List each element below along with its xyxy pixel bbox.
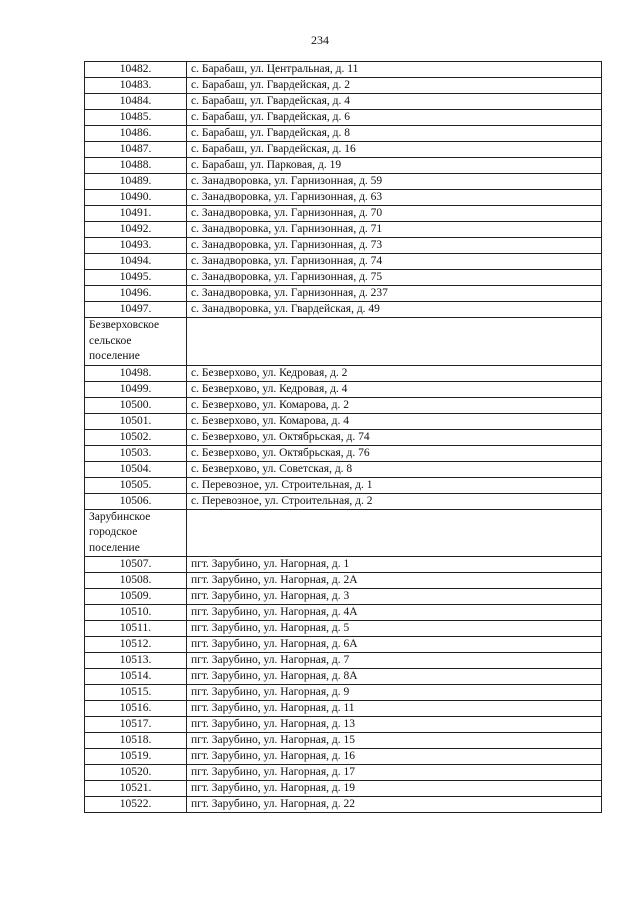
row-number: 10512. (85, 637, 187, 653)
row-number: 10488. (85, 158, 187, 174)
table-row (85, 493, 602, 509)
row-address: с. Занадворовка, ул. Гарнизонная, д. 63 (187, 190, 602, 206)
row-number: 10487. (85, 142, 187, 158)
row-number: 10501. (85, 413, 187, 429)
table-row (85, 605, 602, 621)
row-number: 10508. (85, 573, 187, 589)
table-row (85, 238, 602, 254)
table-row (85, 158, 602, 174)
row-address: с. Безверхово, ул. Октябрьская, д. 76 (187, 445, 602, 461)
row-number: 10491. (85, 206, 187, 222)
table-row (85, 142, 602, 158)
table-row (85, 797, 602, 813)
table-row (85, 637, 602, 653)
row-number: 10499. (85, 381, 187, 397)
row-address: пгт. Зарубино, ул. Нагорная, д. 8А (187, 669, 602, 685)
row-number: 10516. (85, 701, 187, 717)
row-address: пгт. Зарубино, ул. Нагорная, д. 9 (187, 685, 602, 701)
row-address: пгт. Зарубино, ул. Нагорная, д. 11 (187, 701, 602, 717)
row-address: с. Перевозное, ул. Строительная, д. 2 (187, 493, 602, 509)
table-row (85, 685, 602, 701)
row-address: пгт. Зарубино, ул. Нагорная, д. 16 (187, 749, 602, 765)
row-address: с. Занадворовка, ул. Гарнизонная, д. 73 (187, 238, 602, 254)
row-address: с. Барабаш, ул. Гвардейская, д. 16 (187, 142, 602, 158)
row-number: 10514. (85, 669, 187, 685)
section-header-row (85, 318, 602, 366)
table-row (85, 621, 602, 637)
row-number: 10489. (85, 174, 187, 190)
table-row (85, 126, 602, 142)
table-row (85, 94, 602, 110)
row-number: 10509. (85, 589, 187, 605)
row-number: 10513. (85, 653, 187, 669)
row-address: пгт. Зарубино, ул. Нагорная, д. 15 (187, 733, 602, 749)
row-number: 10504. (85, 461, 187, 477)
row-address: пгт. Зарубино, ул. Нагорная, д. 6А (187, 637, 602, 653)
row-number: 10522. (85, 797, 187, 813)
row-address: с. Безверхово, ул. Комарова, д. 4 (187, 413, 602, 429)
row-address: с. Занадворовка, ул. Гарнизонная, д. 70 (187, 206, 602, 222)
table-row (85, 254, 602, 270)
row-address: пгт. Зарубино, ул. Нагорная, д. 3 (187, 589, 602, 605)
table-row (85, 717, 602, 733)
section-header-row (85, 509, 602, 557)
row-number: 10510. (85, 605, 187, 621)
registry-body (85, 62, 602, 813)
row-address: с. Барабаш, ул. Гвардейская, д. 6 (187, 110, 602, 126)
table-row (85, 110, 602, 126)
table-row (85, 669, 602, 685)
row-number: 10482. (85, 62, 187, 78)
row-number: 10485. (85, 110, 187, 126)
table-row (85, 78, 602, 94)
table-row (85, 365, 602, 381)
table-row (85, 589, 602, 605)
row-address: с. Барабаш, ул. Парковая, д. 19 (187, 158, 602, 174)
table-row (85, 749, 602, 765)
row-number: 10497. (85, 302, 187, 318)
row-number: 10484. (85, 94, 187, 110)
row-address: с. Безверхово, ул. Комарова, д. 2 (187, 397, 602, 413)
table-row (85, 302, 602, 318)
section-blank-cell (187, 509, 602, 557)
table-row (85, 286, 602, 302)
row-address: пгт. Зарубино, ул. Нагорная, д. 5 (187, 621, 602, 637)
row-number: 10500. (85, 397, 187, 413)
row-number: 10496. (85, 286, 187, 302)
row-number: 10495. (85, 270, 187, 286)
row-address: с. Барабаш, ул. Гвардейская, д. 4 (187, 94, 602, 110)
row-number: 10493. (85, 238, 187, 254)
row-address: с. Барабаш, ул. Гвардейская, д. 2 (187, 78, 602, 94)
row-address: с. Занадворовка, ул. Гвардейская, д. 49 (187, 302, 602, 318)
row-number: 10503. (85, 445, 187, 461)
row-number: 10511. (85, 621, 187, 637)
table-row (85, 781, 602, 797)
row-address: с. Барабаш, ул. Гвардейская, д. 8 (187, 126, 602, 142)
row-address: пгт. Зарубино, ул. Нагорная, д. 2А (187, 573, 602, 589)
table-row (85, 222, 602, 238)
row-address: с. Безверхово, ул. Кедровая, д. 2 (187, 365, 602, 381)
table-row (85, 413, 602, 429)
table-row (85, 429, 602, 445)
row-address: с. Безверхово, ул. Советская, д. 8 (187, 461, 602, 477)
row-address: с. Барабаш, ул. Центральная, д. 11 (187, 62, 602, 78)
row-address: с. Перевозное, ул. Строительная, д. 1 (187, 477, 602, 493)
row-number: 10517. (85, 717, 187, 733)
row-number: 10520. (85, 765, 187, 781)
row-number: 10506. (85, 493, 187, 509)
row-address: пгт. Зарубино, ул. Нагорная, д. 7 (187, 653, 602, 669)
row-number: 10505. (85, 477, 187, 493)
table-row (85, 62, 602, 78)
table-row (85, 477, 602, 493)
table-row (85, 206, 602, 222)
table-row (85, 270, 602, 286)
row-number: 10483. (85, 78, 187, 94)
row-address: с. Занадворовка, ул. Гарнизонная, д. 74 (187, 254, 602, 270)
row-number: 10492. (85, 222, 187, 238)
row-number: 10518. (85, 733, 187, 749)
row-number: 10486. (85, 126, 187, 142)
row-number: 10519. (85, 749, 187, 765)
table-row (85, 397, 602, 413)
table-row (85, 653, 602, 669)
row-address: с. Занадворовка, ул. Гарнизонная, д. 59 (187, 174, 602, 190)
table-row (85, 174, 602, 190)
table-row (85, 445, 602, 461)
row-number: 10490. (85, 190, 187, 206)
section-blank-cell (187, 318, 602, 366)
row-number: 10521. (85, 781, 187, 797)
table-row (85, 573, 602, 589)
row-address: с. Безверхово, ул. Октябрьская, д. 74 (187, 429, 602, 445)
row-address: пгт. Зарубино, ул. Нагорная, д. 22 (187, 797, 602, 813)
row-address: пгт. Зарубино, ул. Нагорная, д. 4А (187, 605, 602, 621)
table-row (85, 701, 602, 717)
row-number: 10502. (85, 429, 187, 445)
table-row (85, 733, 602, 749)
table-row (85, 381, 602, 397)
section-title: Безверховское сельское поселение (85, 318, 187, 366)
table-row (85, 461, 602, 477)
row-address: с. Занадворовка, ул. Гарнизонная, д. 237 (187, 286, 602, 302)
page-number: 234 (311, 33, 329, 47)
row-address: с. Безверхово, ул. Кедровая, д. 4 (187, 381, 602, 397)
row-number: 10507. (85, 557, 187, 573)
table-row (85, 190, 602, 206)
row-address: пгт. Зарубино, ул. Нагорная, д. 13 (187, 717, 602, 733)
row-address: с. Занадворовка, ул. Гарнизонная, д. 75 (187, 270, 602, 286)
section-title: Зарубинское городское поселение (85, 509, 187, 557)
row-address: пгт. Зарубино, ул. Нагорная, д. 1 (187, 557, 602, 573)
row-number: 10494. (85, 254, 187, 270)
table-row (85, 557, 602, 573)
address-registry-table (84, 61, 602, 813)
row-address: пгт. Зарубино, ул. Нагорная, д. 17 (187, 765, 602, 781)
table-row (85, 765, 602, 781)
row-number: 10515. (85, 685, 187, 701)
row-address: с. Занадворовка, ул. Гарнизонная, д. 71 (187, 222, 602, 238)
row-address: пгт. Зарубино, ул. Нагорная, д. 19 (187, 781, 602, 797)
row-number: 10498. (85, 365, 187, 381)
